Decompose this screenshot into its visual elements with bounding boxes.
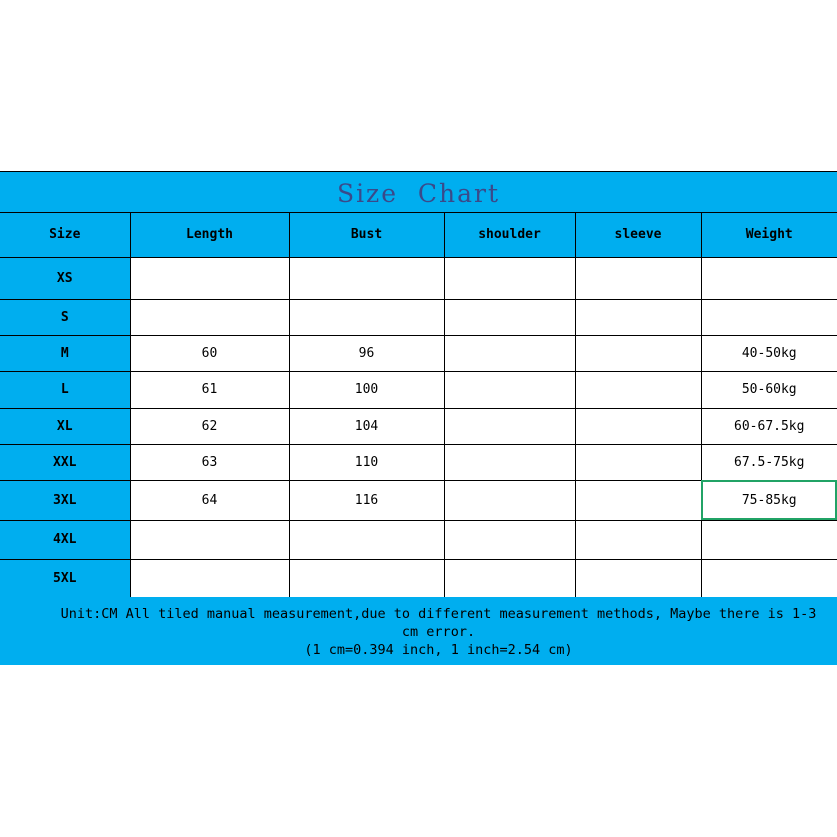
sleeve-cell[interactable] [575,371,701,408]
weight-cell[interactable] [701,520,837,559]
table-row [0,520,837,559]
size-cell: XS [0,257,130,299]
bust-cell[interactable]: 96 [289,335,444,371]
column-header-sleeve: sleeve [575,213,701,257]
size-cell: XXL [0,444,130,480]
weight-cell-selected[interactable]: 75-85kg [701,480,837,520]
chart-title: Size Chart [0,172,837,213]
table-row [0,444,837,480]
table-row [0,299,837,335]
length-cell[interactable] [130,559,289,597]
size-cell: M [0,335,130,371]
bust-cell[interactable]: 116 [289,480,444,520]
shoulder-cell[interactable] [444,371,575,408]
size-table [0,213,837,598]
sleeve-cell[interactable] [575,444,701,480]
size-cell: 3XL [0,480,130,520]
length-cell[interactable]: 61 [130,371,289,408]
bust-cell[interactable]: 110 [289,444,444,480]
bust-cell[interactable]: 100 [289,371,444,408]
weight-cell[interactable] [701,299,837,335]
length-cell[interactable] [130,257,289,299]
header-row [0,213,837,257]
length-cell[interactable]: 60 [130,335,289,371]
table-row [0,335,837,371]
column-header-size: Size [0,213,130,257]
shoulder-cell[interactable] [444,559,575,597]
shoulder-cell[interactable] [444,335,575,371]
weight-cell[interactable]: 50-60kg [701,371,837,408]
length-cell[interactable]: 64 [130,480,289,520]
bust-cell[interactable]: 104 [289,408,444,444]
sleeve-cell[interactable] [575,299,701,335]
table-row [0,257,837,299]
table-row [0,408,837,444]
length-cell[interactable] [130,299,289,335]
bust-cell[interactable] [289,559,444,597]
shoulder-cell[interactable] [444,299,575,335]
column-header-length: Length [130,213,289,257]
table-row [0,371,837,408]
bust-cell[interactable] [289,299,444,335]
measurement-note-line1: Unit:CM All tiled manual measurement,due to different measurement methods, Maybe there is 1-3 cm error. [60,606,817,640]
size-chart [0,171,837,665]
table-row [0,480,837,520]
column-header-bust: Bust [289,213,444,257]
sleeve-cell[interactable] [575,257,701,299]
sleeve-cell[interactable] [575,480,701,520]
size-cell: 4XL [0,520,130,559]
shoulder-cell[interactable] [444,408,575,444]
column-header-shoulder: shoulder [444,213,575,257]
weight-cell[interactable] [701,257,837,299]
size-cell: XL [0,408,130,444]
size-cell: 5XL [0,559,130,597]
weight-cell[interactable]: 60-67.5kg [701,408,837,444]
length-cell[interactable]: 63 [130,444,289,480]
sleeve-cell[interactable] [575,559,701,597]
length-cell[interactable] [130,520,289,559]
sleeve-cell[interactable] [575,408,701,444]
weight-cell[interactable] [701,559,837,597]
size-cell: S [0,299,130,335]
size-cell: L [0,371,130,408]
length-cell[interactable]: 62 [130,408,289,444]
column-header-weight: Weight [701,213,837,257]
shoulder-cell[interactable] [444,257,575,299]
weight-cell[interactable]: 40-50kg [701,335,837,371]
measurement-note [0,597,837,665]
sleeve-cell[interactable] [575,520,701,559]
shoulder-cell[interactable] [444,520,575,559]
bust-cell[interactable] [289,257,444,299]
shoulder-cell[interactable] [444,480,575,520]
table-row [0,559,837,597]
measurement-note-conversion: (1 cm=0.394 inch, 1 inch=2.54 cm) [304,642,573,658]
shoulder-cell[interactable] [444,444,575,480]
sleeve-cell[interactable] [575,335,701,371]
weight-cell[interactable]: 67.5-75kg [701,444,837,480]
bust-cell[interactable] [289,520,444,559]
